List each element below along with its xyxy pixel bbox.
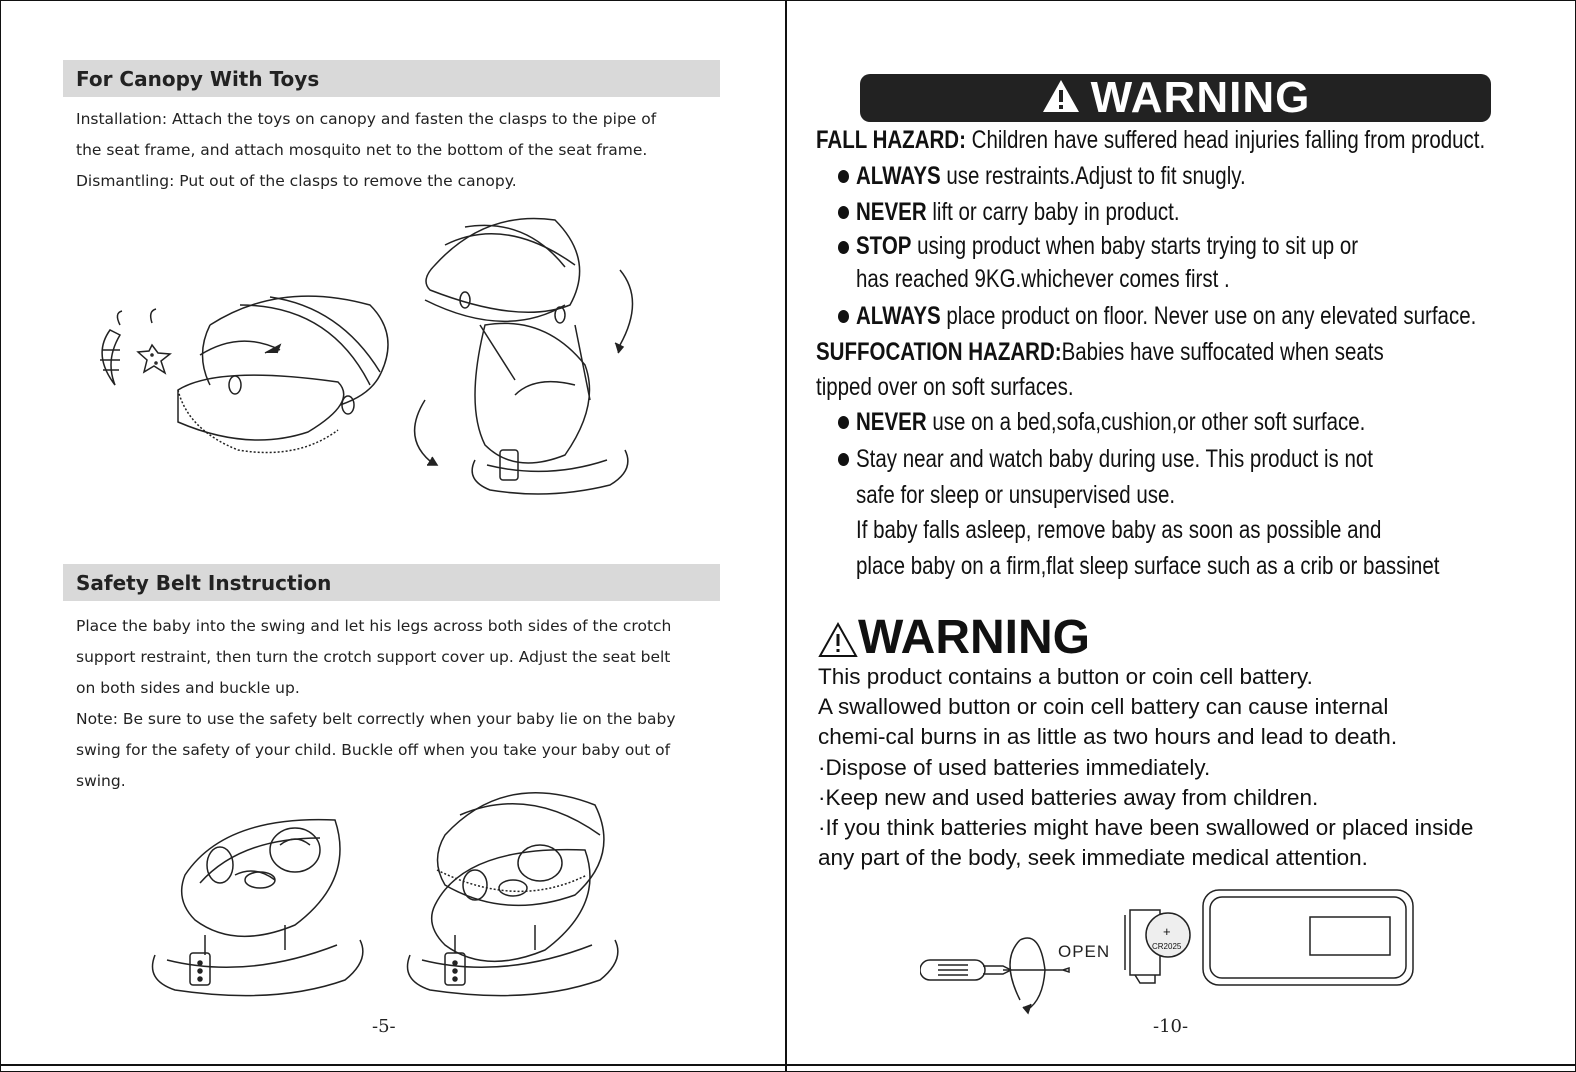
warning-title: WARNING — [1090, 73, 1311, 122]
bullet-icon — [838, 416, 849, 429]
suffocation-hazard-line — [816, 338, 1384, 367]
bullet-label: NEVER — [856, 408, 927, 436]
battery-warning-line: ·Dispose of used batteries immediately. — [818, 755, 1211, 780]
bullet-text: place product on floor. Never use on any elevated surface. — [940, 302, 1477, 330]
battery-replacement-illustration — [920, 885, 1420, 1020]
warning-bullet-stay-near: Stay near and watch baby during use. This product is not — [856, 445, 1373, 473]
suffocation-hazard-label: SUFFOCATION HAZARD: — [816, 338, 1062, 366]
fall-hazard-line — [816, 126, 1485, 155]
warning-bullet-stay-near-continued: place baby on a firm,flat sleep surface such as a crib or bassinet — [856, 552, 1440, 580]
bullet-icon — [838, 206, 849, 219]
section-title: For Canopy With Toys — [76, 67, 320, 91]
section-header-canopy — [63, 60, 720, 97]
page-number: -10- — [1153, 1016, 1189, 1037]
page-divider — [785, 0, 787, 1072]
bullet-text: using product when baby starts trying to sit up or — [911, 232, 1359, 260]
canopy-toys-illustration — [90, 285, 390, 455]
battery-warning-line: This product contains a button or coin cell battery. — [818, 664, 1313, 689]
paragraph-line: Dismantling: Put out of the clasps to remove the canopy. — [76, 172, 517, 190]
warning-bullet-never-soft-surface — [856, 408, 1365, 437]
suffocation-hazard-text: Babies have suffocated when seats — [1061, 338, 1384, 366]
bullet-icon — [838, 453, 849, 466]
canopy-removal-illustration — [405, 205, 650, 500]
battery-warning-line: ·Keep new and used batteries away from children. — [818, 785, 1319, 810]
bullet-label: ALWAYS — [856, 302, 941, 330]
battery-warning-line: chemi-cal burns in as little as two hours and lead to death. — [818, 724, 1398, 749]
bullet-text: use restraints.Adjust to fit snugly. — [940, 162, 1246, 190]
bullet-label: ALWAYS — [856, 162, 941, 190]
warning-triangle-icon — [1041, 78, 1081, 119]
bullet-icon — [838, 310, 849, 323]
fall-hazard-label: FALL HAZARD: — [816, 126, 966, 154]
paragraph-line: on both sides and buckle up. — [76, 679, 300, 697]
bullet-label: NEVER — [856, 198, 927, 226]
warning-bullet-always-restraints — [856, 162, 1246, 191]
bullet-icon — [838, 241, 849, 254]
baby-swing-belt-illustration — [145, 805, 370, 1010]
bullet-text: lift or carry baby in product. — [926, 198, 1180, 226]
open-label: OPEN — [1058, 942, 1111, 961]
bottom-rule — [0, 1064, 1576, 1066]
battery-model-label: CR2025 — [1152, 942, 1182, 951]
bullet-icon — [838, 170, 849, 183]
fall-hazard-text: Children have suffered head injuries falling from product. — [965, 126, 1486, 154]
section-title: Safety Belt Instruction — [76, 571, 332, 595]
warning-bullet-stay-near-continued: If baby falls asleep, remove baby as soon as possible and — [856, 516, 1382, 544]
paragraph-line: Place the baby into the swing and let his legs across both sides of the crotch — [76, 617, 672, 635]
section-header-safety-belt — [63, 564, 720, 601]
baby-swing-canopy-belt-illustration — [405, 775, 630, 1010]
warning-bullet-stay-near-continued: safe for sleep or unsupervised use. — [856, 481, 1176, 509]
paragraph-line: support restraint, then turn the crotch support cover up. Adjust the seat belt — [76, 648, 671, 666]
warning-triangle-outline-icon — [818, 621, 858, 664]
battery-warning-heading — [818, 612, 1090, 664]
battery-warning-line: A swallowed button or coin cell battery can cause internal — [818, 694, 1389, 719]
warning-bullet-stop — [856, 232, 1358, 261]
paragraph-line: Installation: Attach the toys on canopy and fasten the clasps to the pipe of — [76, 110, 657, 128]
bullet-text: use on a bed,sofa,cushion,or other soft surface. — [926, 408, 1366, 436]
battery-warning-title: WARNING — [858, 611, 1090, 664]
battery-warning-line: any part of the body, seek immediate medical attention. — [818, 845, 1368, 870]
warning-bullet-never-lift — [856, 198, 1180, 227]
battery-plus-sign: + — [1163, 924, 1171, 939]
paragraph-line: swing. — [76, 772, 126, 790]
suffocation-hazard-continued: tipped over on soft surfaces. — [816, 373, 1074, 401]
warning-bullet-stop-continued: has reached 9KG.whichever comes first . — [856, 265, 1230, 293]
battery-warning-line: ·If you think batteries might have been swallowed or placed inside — [818, 815, 1474, 840]
paragraph-line: swing for the safety of your child. Buckle off when you take your baby out of — [76, 741, 671, 759]
paragraph-line: the seat frame, and attach mosquito net to the bottom of the seat frame. — [76, 141, 648, 159]
warning-banner — [860, 74, 1491, 122]
warning-bullet-always-floor — [856, 302, 1476, 331]
page-number: -5- — [372, 1016, 396, 1037]
paragraph-line: Note: Be sure to use the safety belt correctly when your baby lie on the baby — [76, 710, 676, 728]
bullet-label: STOP — [856, 232, 912, 260]
